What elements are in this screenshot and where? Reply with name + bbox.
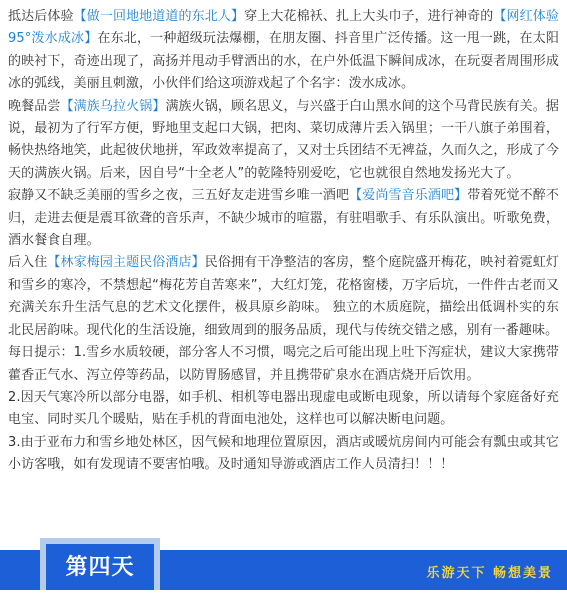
paragraph-text: 带着死觉不醉不归，走进去便是震耳欲聋的音乐声，不缺少城市的喧嚣，有驻唱歌手、有乐队演出。听歌免费，酒水餐食自理。 — [8, 188, 560, 249]
paragraph — [8, 342, 559, 387]
paragraph — [8, 6, 559, 96]
paragraph-text: 抵达后体验 — [8, 9, 74, 24]
paragraph — [8, 185, 559, 252]
paragraph-text: 晚餐品尝 — [8, 98, 61, 114]
paragraph — [8, 252, 559, 342]
paragraph — [8, 432, 559, 477]
paragraph-text: 每日提示：1.雪乡水质较硬，部分客人不习惯，喝完之后可能出现上吐下泻症状，建议大家携带藿香正气水、泻立停等药品，以防胃肠感冒，并且携带矿泉水在酒店烧开后饮用。 — [8, 345, 559, 383]
paragraph-text: 3.由于亚布力和雪乡地处林区，因气候和地理位置原因，酒店或暖炕房间内可能会有瓢虫或其它小访客哦，如有发现请不要害怕哦。及时通知导游或酒店工作人员清扫！！！ — [8, 434, 559, 473]
paragraph — [8, 387, 559, 432]
highlight-title: 【做一回地地道道的东北人】 — [73, 9, 245, 24]
highlight-title: 【林家梅园主题民俗酒店】 — [47, 255, 205, 271]
day-title: 第四天 — [65, 555, 135, 580]
paragraph-text: 穿上大花棉袄、扎上大头巾子，进行神奇的 — [244, 9, 494, 24]
paragraph — [8, 96, 559, 186]
highlight-title: 【满族乌拉火锅】 — [60, 98, 166, 114]
itinerary-content — [8, 6, 559, 477]
paragraph-text: 寂静又不缺乏美丽的雪乡之夜，三五好友走进雪乡唯一酒吧 — [8, 188, 350, 204]
paragraph-text: 民俗拥有干净整洁的客房，整个庭院盛开梅花，映衬着霓虹灯和雪乡的寒冷，不禁想起“梅花芳自苦寒来”，大红灯笼，花格窗楼，万字后坑，一件件古老而又充满关东升生活气息的艺术文化摆件，极具原乡韵味。 独立的木质庭院，描绘出低调朴实的东北民居韵味。现代化的生活设施，细致周到的服务品质，现代与传统交错之感，别有一番趣味。 — [8, 255, 559, 338]
highlight-title: 【网红体验95°泼水成冰】 — [8, 9, 559, 47]
paragraph-text: 在东北，一种超级玩法爆棚，在朋友圈、抖音里广泛传播。这一甩一跳，在太阳的映衬下，奇迹出现了，高扬并甩动手臂洒出的水，在户外低温下瞬间成冰，在玩耍者周围形成冰的弧线，美丽且刺激，小伙伴们给这项游戏起了个名字：泼水成冰。 — [8, 31, 559, 92]
day-banner — [0, 538, 567, 599]
paragraph-text: 2.因天气寒冷所以部分电器，如手机、相机等电器出现虚电或断电现象，所以请每个家庭备好充电宝、同时买几个暖贴，贴在手机的背面电池处，这样也可以解决断电问题。 — [8, 389, 559, 428]
paragraph-text: 满族火锅，顾名思义，与兴盛于白山黑水间的这个马背民族有关。据说，最初为了行军方便，野地里支起口大锅，把肉、菜切成薄片丢入锅里；一干八旗子弟围着，畅快热络地笑，此起彼伏地拼，军政效率提高了，又对士兵团结不无裨益，久而久之，形成了今天的满族火锅。后来，因自号“十全老人”的乾隆特别爱吃，它也就很自然地发扬光大了。 — [8, 98, 559, 181]
paragraph-text: 后入住 — [8, 255, 48, 271]
highlight-title: 【爱尚雪音乐酒吧】 — [349, 188, 468, 204]
banner-slogan: 乐游天下 畅想美景 — [426, 566, 553, 581]
